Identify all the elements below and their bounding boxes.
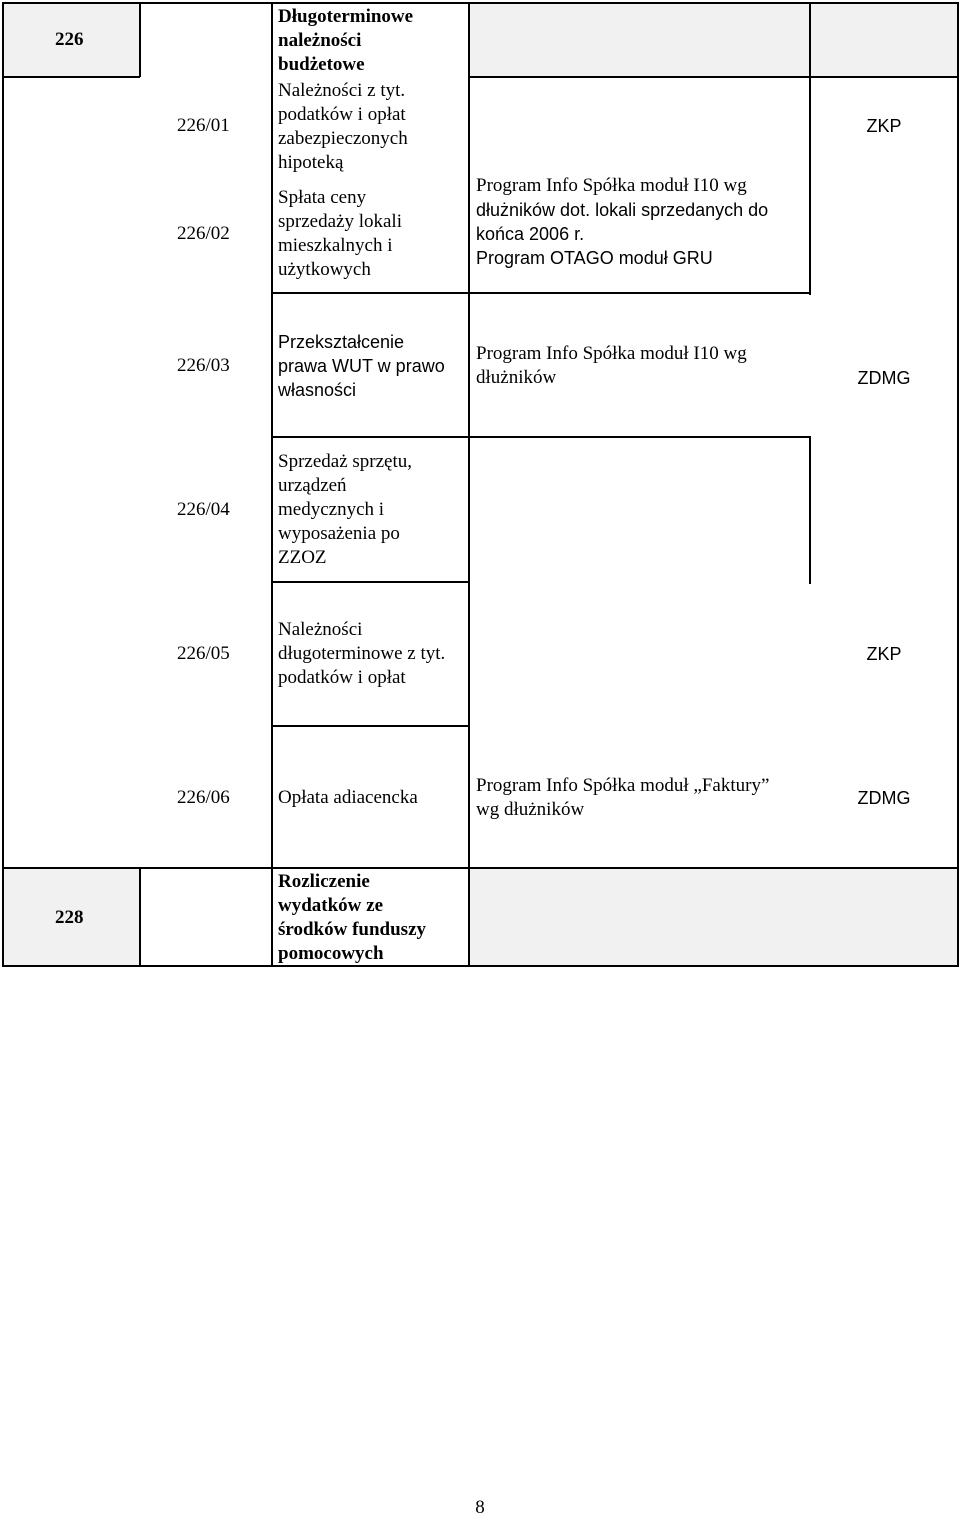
row-226-02-name: Spłata ceny sprzedaży lokali mieszkalnych i użytkowych xyxy=(278,187,402,280)
row-divider-226-05 xyxy=(271,725,470,727)
row-228-code: 228 xyxy=(55,907,84,928)
row-226-04-code: 226/04 xyxy=(177,499,230,520)
row-226-02-code: 226/02 xyxy=(177,223,230,244)
row-divider-226-02 xyxy=(271,292,811,294)
col-divider-name xyxy=(468,2,470,967)
row-226-05-name: Należności długoterminowe z tyt. podatków i opłat xyxy=(278,619,446,688)
row-226-02-system-line2: dłużników dot. lokali sprzedanych do xyxy=(476,200,769,220)
row-226-05-unit: ZKP xyxy=(866,644,902,664)
row-divider-226-system xyxy=(468,76,958,78)
page-number: 8 xyxy=(475,1497,485,1518)
row-divider-226-04 xyxy=(271,581,470,583)
row-226-03-unit: ZDMG xyxy=(857,368,911,388)
row-226-03-name: Przekształcenie prawa WUT w prawo własności xyxy=(278,332,445,400)
row-228-name: Rozliczenie wydatków ze środków funduszy pomocowych xyxy=(278,871,427,964)
row-226-06-code: 226/06 xyxy=(177,787,230,808)
row-divider-226-06 xyxy=(2,867,958,869)
row-226-name: Długoterminowe należności budżetowe xyxy=(278,6,414,75)
row-226-06-system: Program Info Spółka moduł „Faktury” wg dłużników xyxy=(476,775,770,820)
row-226-05-code: 226/05 xyxy=(177,643,230,664)
row-226-02-system-line4: Program OTAGO moduł GRU xyxy=(476,248,713,268)
row-228-shade-system xyxy=(469,868,957,965)
row-226-06-unit: ZDMG xyxy=(857,788,911,808)
col-divider-system xyxy=(809,2,811,295)
row-226-03-system: Program Info Spółka moduł I10 wg dłużników xyxy=(476,343,747,388)
row-226-shade-unit xyxy=(811,3,957,77)
row-226-01-code: 226/01 xyxy=(177,115,230,136)
row-226-code: 226 xyxy=(55,29,84,50)
col-divider-subcode xyxy=(271,2,273,967)
table-right-border xyxy=(957,2,959,967)
col-divider-code-228 xyxy=(139,868,141,967)
row-226-06-name: Opłata adiacencka xyxy=(278,787,418,808)
row-226-shade-system xyxy=(469,3,809,77)
table-top-border xyxy=(2,2,958,4)
row-226-03-code: 226/03 xyxy=(177,355,230,376)
table-left-border xyxy=(2,2,4,967)
row-226-02-system-line1: Program Info Spółka moduł I10 wg xyxy=(476,175,747,196)
row-divider-226-03 xyxy=(271,436,811,438)
row-226-01-name: Należności z tyt. podatków i opłat zabezpieczonych hipoteką xyxy=(278,80,408,173)
row-226-04-name: Sprzedaż sprzętu, urządzeń medycznych i wyposażenia po ZZOZ xyxy=(278,451,412,568)
col-divider-code xyxy=(139,2,141,77)
row-226-02-system-line3: końca 2006 r. xyxy=(476,224,585,244)
table-bottom-border xyxy=(2,965,958,967)
col-divider-system-lower xyxy=(809,437,811,584)
row-226-zkp-unit: ZKP xyxy=(866,116,902,136)
row-divider-226 xyxy=(2,76,140,78)
